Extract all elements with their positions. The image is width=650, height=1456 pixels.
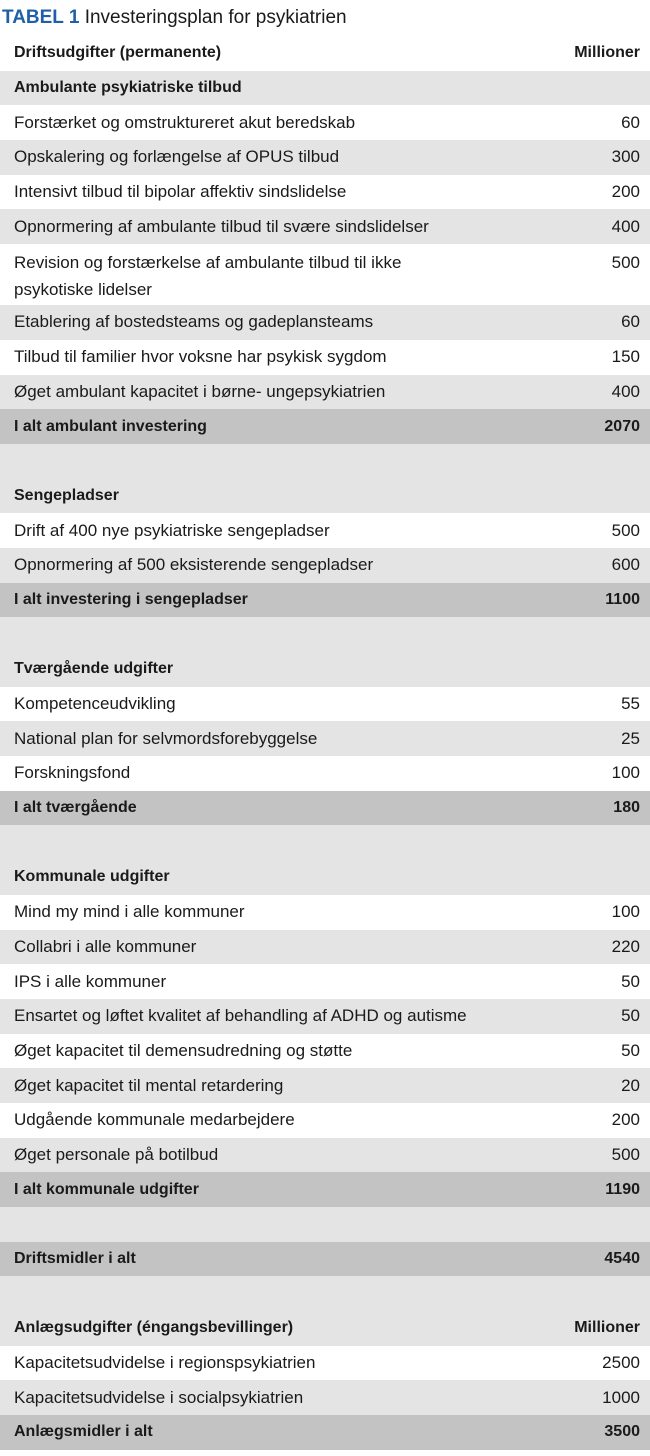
subtotal-label: I alt ambulant investering bbox=[14, 417, 207, 435]
section-label: Ambulante psykiatriske tilbud bbox=[14, 79, 242, 97]
table-row bbox=[0, 1346, 650, 1381]
row-value: 50 bbox=[621, 971, 640, 991]
row-label: Revision og forstærkelse af ambulante tilbud til ikke psykotiske lidelser bbox=[14, 253, 402, 300]
subtotal-row bbox=[0, 1172, 650, 1207]
table-row bbox=[0, 687, 650, 722]
table-row bbox=[0, 756, 650, 791]
subtotal-row bbox=[0, 583, 650, 618]
table-row bbox=[0, 999, 650, 1034]
row-label: Mind my mind i alle kommuner bbox=[14, 902, 245, 922]
table bbox=[0, 36, 650, 1450]
row-value: 100 bbox=[611, 763, 640, 783]
table-row bbox=[0, 244, 650, 305]
row-label: Øget kapacitet til demensudredning og støtte bbox=[14, 1040, 353, 1060]
row-label: IPS i alle kommuner bbox=[14, 971, 167, 991]
row-label: National plan for selvmordsforebyggelse bbox=[14, 728, 318, 748]
row-label: Etablering af bostedsteams og gadeplansteams bbox=[14, 312, 374, 332]
row-label: Kompetenceudvikling bbox=[14, 694, 176, 714]
subtotal-label: Anlægsmidler i alt bbox=[14, 1423, 153, 1441]
row-value: 150 bbox=[611, 347, 640, 367]
table-title bbox=[0, 0, 650, 36]
section-label: Kommunale udgifter bbox=[14, 868, 170, 886]
row-value: 600 bbox=[611, 555, 640, 575]
subtotal-label: I alt tværgående bbox=[14, 799, 137, 817]
section-heading-senge bbox=[0, 479, 650, 514]
table-number: TABEL 1 bbox=[2, 7, 80, 28]
row-value: 60 bbox=[621, 112, 640, 132]
grand-total-value: 4540 bbox=[604, 1250, 640, 1268]
section-label: Anlægsudgifter (éngangsbevillinger) bbox=[14, 1319, 294, 1337]
row-label: Kapacitetsudvidelse i regionspsykiatrien bbox=[14, 1353, 316, 1373]
row-value: 100 bbox=[611, 902, 640, 922]
table-row bbox=[0, 895, 650, 930]
row-label: Opnormering af ambulante tilbud til svære sindslidelser bbox=[14, 216, 429, 236]
row-value: 220 bbox=[611, 936, 640, 956]
row-label: Ensartet og løftet kvalitet af behandling af ADHD og autisme bbox=[14, 1006, 467, 1026]
section-label: Sengepladser bbox=[14, 486, 119, 504]
row-value: 400 bbox=[611, 381, 640, 401]
row-value: 200 bbox=[611, 182, 640, 202]
table-row bbox=[0, 1034, 650, 1069]
table-row bbox=[0, 513, 650, 548]
table-row bbox=[0, 930, 650, 965]
subtotal-value: 1100 bbox=[605, 590, 640, 608]
row-value: 25 bbox=[621, 728, 640, 748]
section-heading-tvaer bbox=[0, 652, 650, 687]
spacer-row bbox=[0, 444, 650, 479]
row-value: 2500 bbox=[602, 1353, 640, 1373]
row-label: Kapacitetsudvidelse i socialpsykiatrien bbox=[14, 1387, 304, 1407]
spacer-row bbox=[0, 617, 650, 652]
table-row bbox=[0, 340, 650, 375]
row-value: 60 bbox=[621, 312, 640, 332]
table-row bbox=[0, 721, 650, 756]
spacer-row bbox=[0, 825, 650, 860]
table-row bbox=[0, 1068, 650, 1103]
subtotal-value: 1190 bbox=[605, 1180, 640, 1198]
section-heading-ambulant bbox=[0, 71, 650, 106]
row-label: Øget ambulant kapacitet i børne- ungepsykiatrien bbox=[14, 381, 386, 401]
row-value: 1000 bbox=[602, 1387, 640, 1407]
table-header-row bbox=[0, 36, 650, 71]
row-label: Udgående kommunale medarbejdere bbox=[14, 1110, 295, 1130]
table-row bbox=[0, 209, 650, 244]
subtotal-row bbox=[0, 409, 650, 444]
subtotal-row bbox=[0, 1415, 650, 1450]
table-row bbox=[0, 1103, 650, 1138]
table-row bbox=[0, 175, 650, 210]
table-row bbox=[0, 1138, 650, 1173]
section-label: Tværgående udgifter bbox=[14, 660, 174, 678]
row-value: 500 bbox=[611, 520, 640, 540]
subtotal-value: 2070 bbox=[604, 417, 640, 435]
table-caption: Investeringsplan for psykiatrien bbox=[84, 7, 347, 28]
row-label: Opnormering af 500 eksisterende sengepladser bbox=[14, 555, 374, 575]
subtotal-row bbox=[0, 791, 650, 826]
subtotal-value: 180 bbox=[613, 799, 640, 817]
table-row bbox=[0, 305, 650, 340]
row-value: 500 bbox=[611, 1144, 640, 1164]
row-value: 50 bbox=[621, 1006, 640, 1026]
row-label: Intensivt tilbud til bipolar affektiv sindslidelse bbox=[14, 182, 347, 202]
row-label: Opskalering og forlængelse af OPUS tilbud bbox=[14, 147, 340, 167]
row-label: Øget kapacitet til mental retardering bbox=[14, 1075, 284, 1095]
row-label: Drift af 400 nye psykiatriske sengepladser bbox=[14, 520, 330, 540]
row-value: 20 bbox=[621, 1075, 640, 1095]
row-value: 55 bbox=[621, 694, 640, 714]
header-unit: Millioner bbox=[574, 44, 640, 62]
row-label: Øget personale på botilbud bbox=[14, 1144, 219, 1164]
row-value: 300 bbox=[611, 147, 640, 167]
row-value: 200 bbox=[611, 1110, 640, 1130]
row-value: 500 bbox=[611, 253, 640, 273]
subtotal-label: I alt kommunale udgifter bbox=[14, 1180, 199, 1198]
row-label: Collabri i alle kommuner bbox=[14, 936, 197, 956]
section-unit: Millioner bbox=[574, 1319, 640, 1337]
row-label: Forstærket og omstruktureret akut beredskab bbox=[14, 112, 356, 132]
subtotal-value: 3500 bbox=[604, 1423, 640, 1441]
table-row bbox=[0, 548, 650, 583]
spacer-row bbox=[0, 1207, 650, 1242]
table-row bbox=[0, 964, 650, 999]
section-heading-kommunal bbox=[0, 860, 650, 895]
spacer-row bbox=[0, 1276, 650, 1311]
row-label: Forskningsfond bbox=[14, 763, 131, 783]
section-heading-anlaeg bbox=[0, 1311, 650, 1346]
table-row bbox=[0, 375, 650, 410]
grand-total-label: Driftsmidler i alt bbox=[14, 1250, 136, 1268]
header-label: Driftsudgifter (permanente) bbox=[14, 44, 222, 62]
table-row bbox=[0, 105, 650, 140]
table-row bbox=[0, 140, 650, 175]
table-row bbox=[0, 1380, 650, 1415]
row-value: 50 bbox=[621, 1040, 640, 1060]
row-label: Tilbud til familier hvor voksne har psykisk sygdom bbox=[14, 347, 387, 367]
row-value: 400 bbox=[611, 216, 640, 236]
grand-total-row bbox=[0, 1242, 650, 1277]
subtotal-label: I alt investering i sengepladser bbox=[14, 590, 248, 608]
